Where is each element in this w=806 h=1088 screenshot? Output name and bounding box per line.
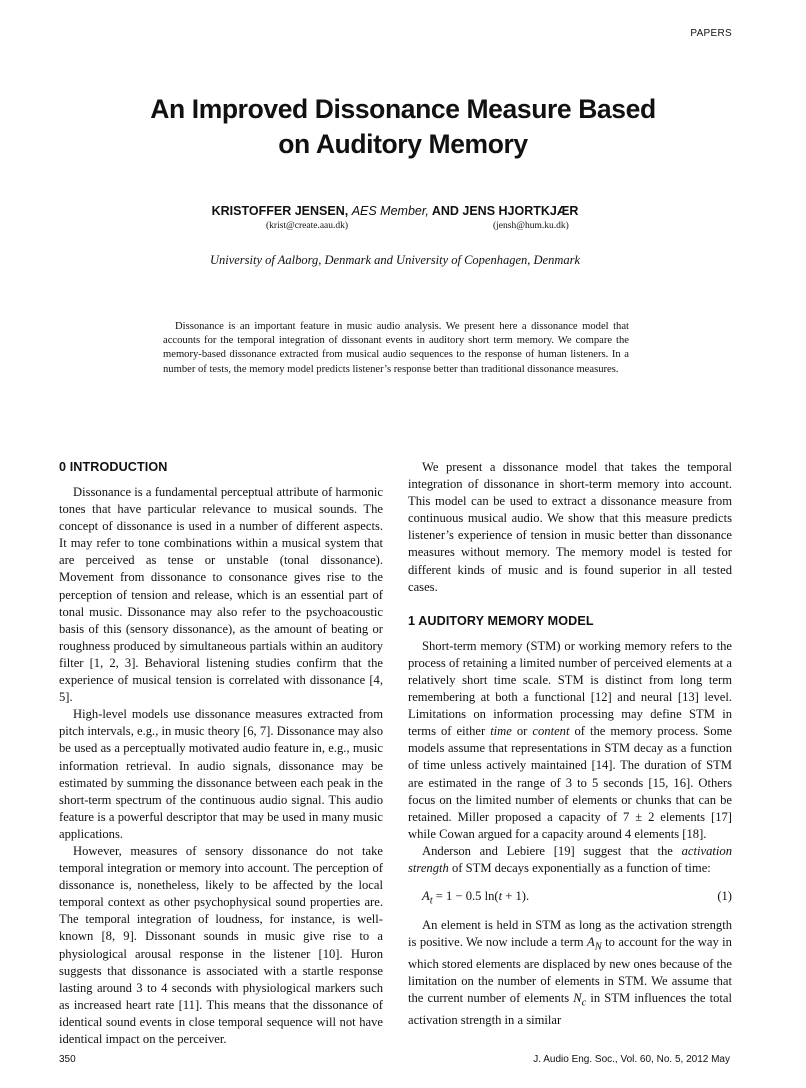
author-1-email: (krist@create.aau.dk) [266,221,349,231]
memory-paragraph-3: An element is held in STM as long as the activation strength is positive. We now include a term $A_N$ to account for the way in which stored elements are displaced by new ones because of the limitation on the number of elements in STM. We assume that the current number of elements $N_c$ in STM influences the total activation strength in a similar [408,918,732,1027]
abstract [163,320,629,377]
paper-title [0,92,806,162]
abstract-text: Dissonance is an important feature in music audio analysis. We present here a dissonance model that accounts for the temporal integration of dissonant events in auditory short term memory. We compare the memory-based dissonance extracted from musical audio sequences to the response of human listeners. In a number of tests, the memory model predicts listener’s response better than traditional dissonance measures. [163,321,629,375]
equation-1 [408,888,732,905]
page-number: 350 [59,1054,76,1065]
equation-1-number: (1) [717,889,732,904]
intro-paragraph-2: High-level models use dissonance measures extracted from pitch intervals, e.g., in music theory [6, 7]. Dissonance may also be used as a perceptually motivated audio feature in, e.g., music information retrieval. In audio signals, dissonance may be estimated by summing the dissonance between each peak in the short-term spectrum of the continuous audio signal. This audio feature is a powerful descriptor that may be used in many music applications. [59,707,383,841]
intro-paragraph-1: Dissonance is a fundamental perceptual attribute of harmonic tones that have particular relevance to musical sounds. The concept of dissonance is used in a number of different aspects. It may refer to tone combinations within a musical system that are perceived as tense or unstable (tonal dissonance). Movement from dissonance to consonance gives rise to the perception of tension and release, which is an essential part of tonal music. Dissonance may also refer to the psychoacoustic basis of this (sensory dissonance), as the amount of beating or roughness produced by simultaneous partials within an auditory filter [1, 2, 3]. Behavioral listening studies confirm that the experience of musical tension is correlated with dissonance [4, 5]. [59,485,383,705]
affiliation: University of Aalborg, Denmark and University of Copenhagen, Denmark [209,253,581,267]
intro-paragraph-4: We present a dissonance model that takes the temporal integration of dissonance in short-term memory into account. This model can be used to extract a dissonance measure from continuous musical audio. We show that this measure predicts listener’s experience of tension in music better than dissonance measures without memory. The memory model is tested for different kinds of music and is found superior in all tested cases. [408,460,732,594]
author-1-membership: AES Member, [351,204,429,218]
journal-reference: J. Audio Eng. Soc., Vol. 60, No. 5, 2012 May [533,1054,730,1065]
intro-paragraph-3: However, measures of sensory dissonance do not take temporal integration or memory into account. The perception of dissonance is, nonetheless, likely to be affected by the local temporal context as other psychophysical sound properties are. The temporal integration of loudness, for instance, is well-known [8, 9]. Dissonant sounds in music give rise to a physiological arousal response in the listener [10]. Huron suggests that dissonance is associated with a startle response lasting around 3 to 4 seconds with physiological markers such as increased heart rate [11]. This means that the dissonance of identical sound events in close temporal sequence will not have identical impact on the perceiver. [59,843,383,1046]
memory-paragraph-2: Anderson and Lebiere [19] suggest that the activation strength of STM decays exponentially as a function of time: [408,843,732,875]
equation-1-formula: $A_t = 1 - 0.5$ ln(t + 1). [422,889,530,907]
author-1-name: KRISTOFFER JENSEN, [211,204,349,218]
right-column [408,459,732,1029]
title-line-1: An Improved Dissonance Measure Based [150,94,656,124]
author-2-email: (jensh@hum.ku.dk) [493,221,569,231]
memory-paragraph-1: Short-term memory (STM) or working memory refers to the process of retaining a limited number of perceived elements at a relatively short time scale. STM is distinct from long term remembering at both a functional [12] and neural [13] level. Limitations on information processing may define STM in terms of either time or content of the memory process. Some models assume that representations in STM decay as a function of time unless actively maintained [14]. The duration of STM are estimated in the range of 3 to 5 seconds [15, 16]. Others focus on the limited number of elements or chunks that can be retained. Miller proposed a capacity of 7 ± 2 elements [17] while Cowan argued for a capacity around 4 elements [18]. [408,638,732,841]
section-heading-introduction: 0 INTRODUCTION [59,460,168,474]
title-line-2: on Auditory Memory [278,129,528,159]
section-heading-auditory-memory-model: 1 AUDITORY MEMORY MODEL [408,613,594,628]
left-column [59,459,383,1048]
running-header: PAPERS [690,28,732,39]
author-line [0,204,790,218]
author-2-name: AND JENS HJORTKJÆR [431,204,579,218]
